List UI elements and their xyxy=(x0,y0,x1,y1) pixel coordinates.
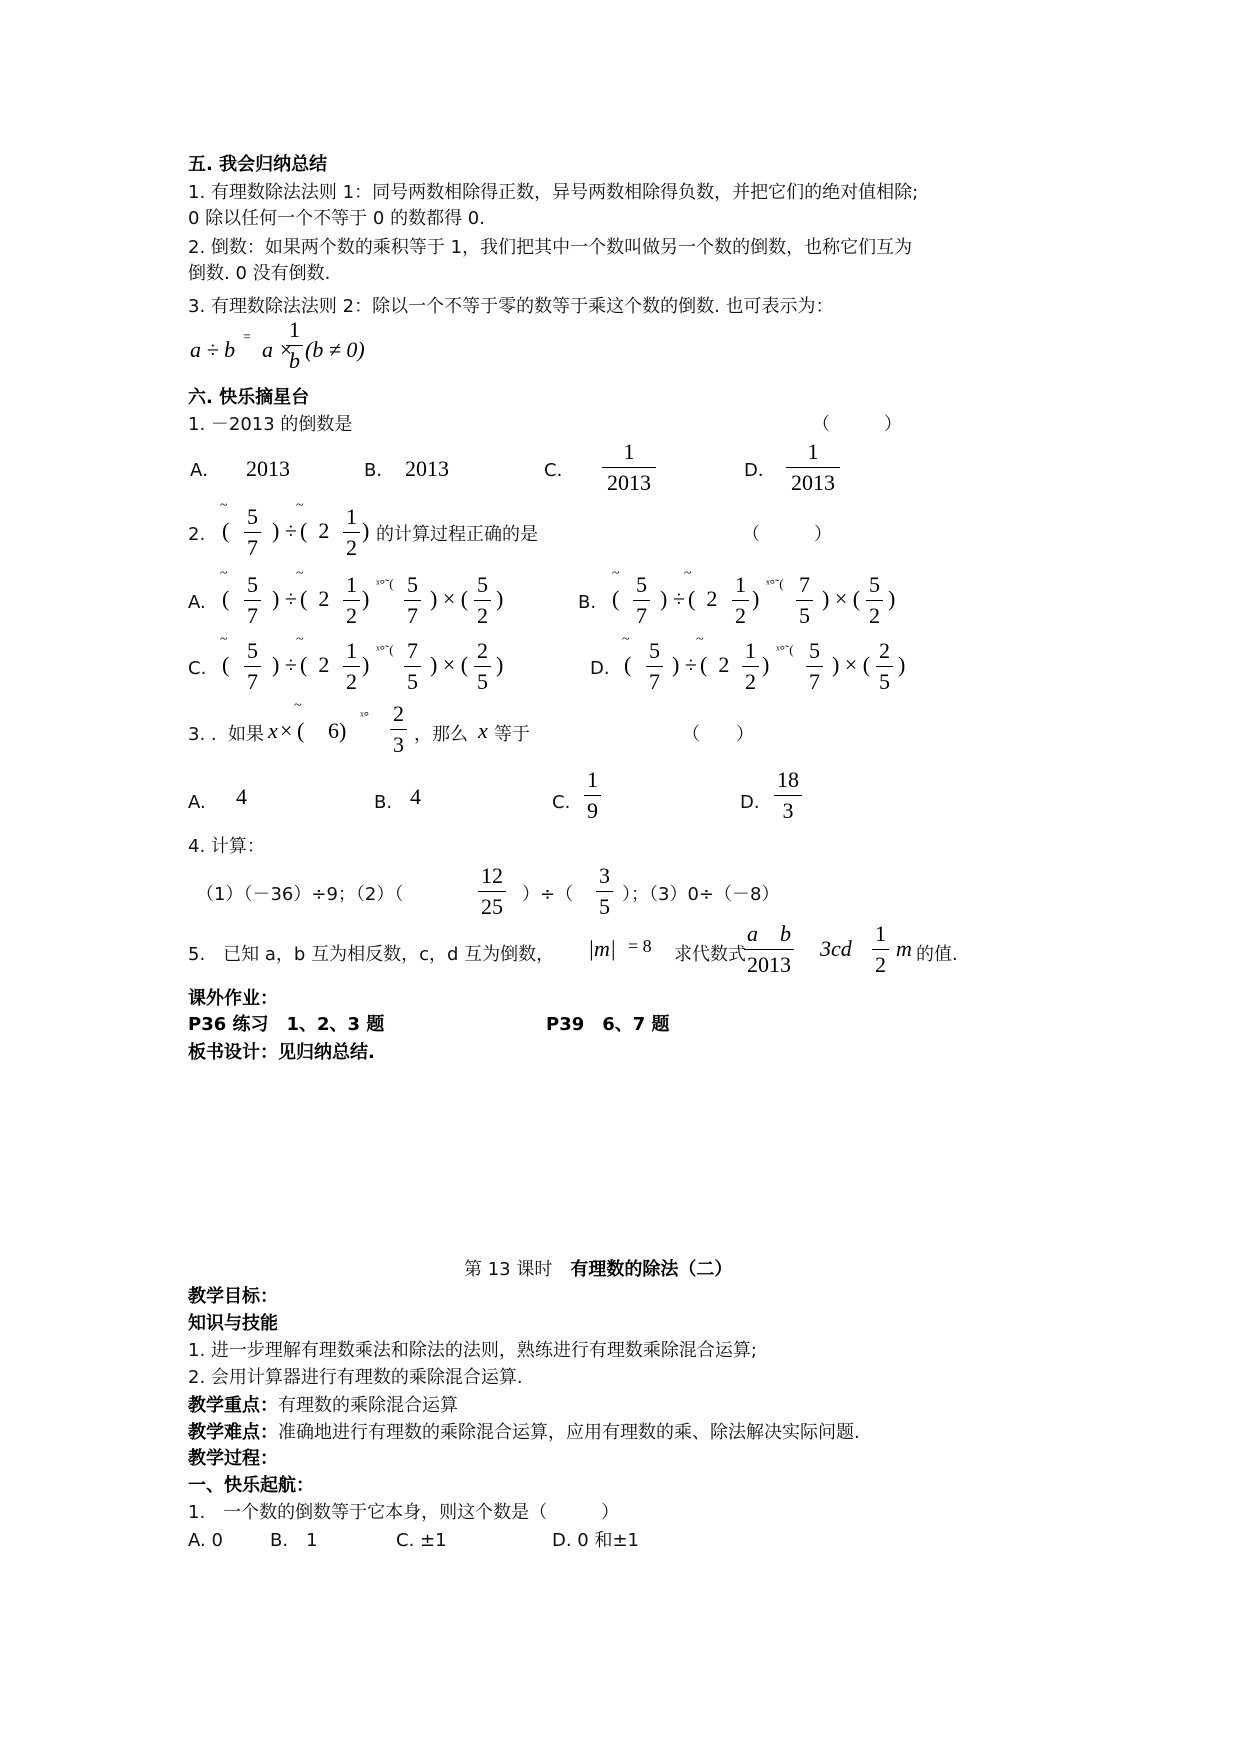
lesson-q1-option-c: C. ±1 xyxy=(396,1530,447,1551)
lesson-q1-option-d: D. 0 和±1 xyxy=(552,1530,640,1551)
part1-title: 一、快乐起航： xyxy=(188,1475,314,1496)
rule2-line2: 倒数. 0 没有倒数. xyxy=(188,263,331,284)
skill-1: 1. 进一步理解有理数乘法和除法的法则，熟练进行有理数乘除混合运算; xyxy=(188,1340,757,1361)
board-design: 板书设计：见归纳总结. xyxy=(188,1042,375,1063)
q4-title: 4. 计算： xyxy=(188,836,265,857)
homework-left: P36 练习 1、2、3 题 xyxy=(188,1014,385,1035)
teaching-difficulty: 教学难点：准确地进行有理数的乘除混合运算，应用有理数的乘、除法解决实际问题. xyxy=(188,1422,860,1443)
rule1-line2: 0 除以任何一个不等于 0 的数都得 0. xyxy=(188,208,485,229)
section6-title: 六. 快乐摘星台 xyxy=(188,387,310,408)
teaching-process: 教学过程： xyxy=(188,1448,278,1469)
lesson-q1: 1. 一个数的倒数等于它本身，则这个数是（ ） xyxy=(188,1502,620,1523)
skill-2: 2. 会用计算器进行有理数的乘除混合运算. xyxy=(188,1367,523,1388)
rule2-line1: 2. 倒数：如果两个数的乘积等于 1，我们把其中一个数叫做另一个数的倒数，也称它们互为 xyxy=(188,237,913,258)
lesson-q1-option-b: B. 1 xyxy=(270,1530,318,1551)
q1-stem: 1. －2013 的倒数是 xyxy=(188,414,353,435)
teaching-key: 教学重点：有理数的乘除混合运算 xyxy=(188,1395,458,1416)
section5-title: 五. 我会归纳总结 xyxy=(188,154,328,175)
lesson-q1-option-a: A. 0 xyxy=(188,1530,223,1551)
rule1-line1: 1. 有理数除法法则 1：同号两数相除得正数，异号两数相除得负数，并把它们的绝对值相除; xyxy=(188,182,919,203)
teaching-goal: 教学目标： xyxy=(188,1286,278,1307)
rule3: 3. 有理数除法法则 2：除以一个不等于零的数等于乘这个数的倒数. 也可表示为： xyxy=(188,296,834,317)
homework-right: P39 6、7 题 xyxy=(546,1014,670,1035)
q1-answer-paren: （ ） xyxy=(812,414,902,435)
lesson-heading: 第 13 课时 有理数的除法（二） xyxy=(464,1259,733,1280)
homework-title: 课外作业： xyxy=(188,988,278,1009)
knowledge-skills: 知识与技能 xyxy=(188,1313,278,1334)
